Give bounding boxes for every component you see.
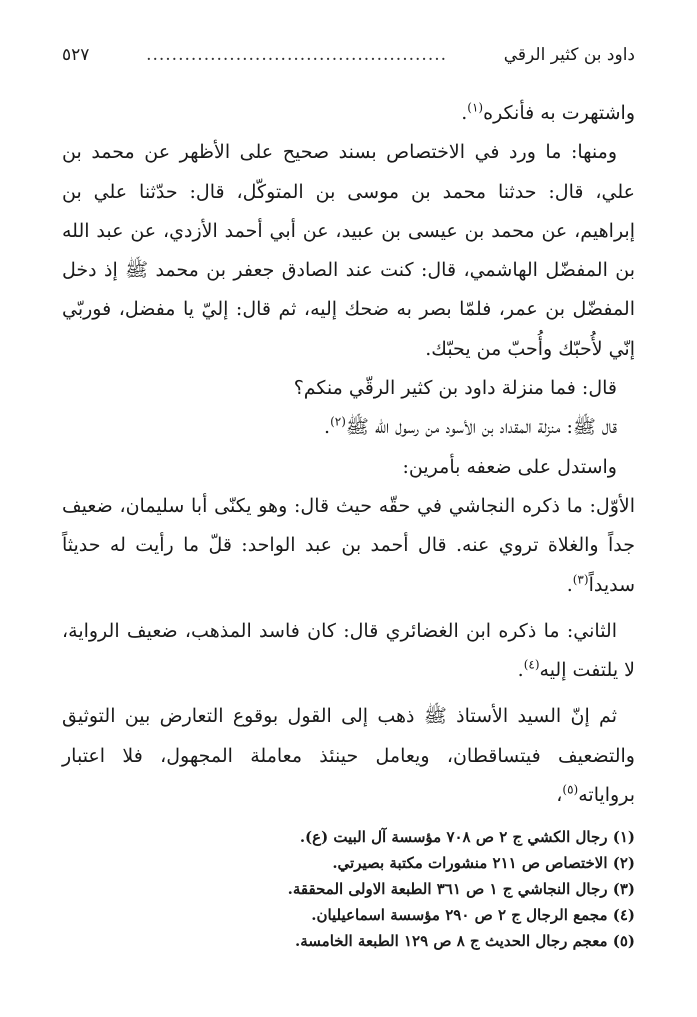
paragraph-8 — [62, 697, 635, 815]
body-text — [62, 94, 635, 815]
paragraph-7-punct: . — [517, 659, 524, 682]
footnotes — [62, 824, 635, 954]
paragraph-3: قال: فما منزلة داود بن كثير الرقّي منكم؟ — [293, 377, 617, 400]
paragraph-4 — [62, 408, 635, 447]
footnote-ref-1: (١) — [467, 100, 484, 115]
footnote-2: (٢) الاختصاص ص ٢١١ منشورات مكتبة بصيرتي. — [332, 854, 635, 872]
footnote-ref-3: (٣) — [572, 572, 589, 587]
page-number: ٥٢٧ — [62, 45, 90, 65]
paragraph-1-punct: . — [461, 102, 468, 124]
book-page — [62, 38, 635, 987]
paragraph-8-text: ثم إنّ السيد الأستاذ ﷺ ذهب إلى القول بوقوع التعارض بين التوثيق والتضعيف فيتساقطان، ويعامل حينئذ معاملة المجهول، فلا اعتبار برواياته — [62, 705, 635, 807]
paragraph-2: ومنها: ما ورد في الاختصاص بسند صحيح على الأظهر عن محمد بن علي، قال: حدثنا محمد بن موسى بن المتوكّل، قال: حدّثنا علي بن إبراهيم، عن محمد بن عيسى بن عبيد، عن أبي أحمد الأزدي، عن عبد الله بن المفضّل الهاشمي، قال: كنت عند الصادق جعفر بن محمد ﷺ إذ دخل المفضّل بن عمر، فلمّا بصر به ضحك إليه، ثم قال: إليّ يا مفضل، فوربّي إنّي لأُحبّك وأُحبّ من يحبّك. — [62, 141, 635, 360]
paragraph-1 — [62, 94, 635, 133]
paragraph-7 — [62, 612, 635, 691]
footnote-4: (٤) مجمع الرجال ج ٢ ص ٢٩٠ مؤسسة اسماعيليان. — [311, 906, 635, 924]
footnote-3: (٣) رجال النجاشي ج ١ ص ٣٦١ الطبعة الاولى المحققة. — [287, 880, 635, 898]
paragraph-1-text: واشتهرت به فأنكره — [483, 102, 635, 124]
paragraph-4-punct: . — [324, 416, 331, 439]
footnote-1: (١) رجال الكشي ج ٢ ص ٧٠٨ مؤسسة آل البيت (ع). — [299, 828, 635, 846]
paragraph-6-text: الأوّل: ما ذكره النجاشي في حقّه حيث قال: وهو يكنّى أبا سليمان، ضعيف جداً والغلاة تروي عنه. قال أحمد بن عبد الواحد: قلّ ما رأيت له حديثاً سديداً — [62, 494, 635, 596]
paragraph-4-text: قال ﷺ: منزلة المقداد بن الأسود من رسول الله ﷺ — [345, 416, 617, 439]
paragraph-5: واستدل على ضعفه بأمرين: — [402, 455, 617, 478]
paragraph-8-punct: ، — [556, 784, 563, 807]
paragraph-6 — [62, 487, 635, 605]
running-header — [62, 38, 635, 72]
running-header-leader-dots: ............................................... — [146, 45, 448, 65]
running-header-title: داود بن كثير الرقي — [503, 45, 635, 65]
paragraph-7-text: الثاني: ما ذكره ابن الغضائري قال: كان فاسد المذهب، ضعيف الرواية، لا يلتفت إليه — [62, 619, 635, 682]
footnote-ref-5: (٥) — [562, 782, 579, 797]
paragraph-6-punct: . — [566, 573, 573, 596]
footnote-ref-4: (٤) — [523, 657, 540, 672]
footnote-5: (٥) معجم رجال الحديث ج ٨ ص ١٢٩ الطبعة الخامسة. — [295, 932, 635, 950]
footnote-ref-2: (٢) — [330, 415, 346, 430]
